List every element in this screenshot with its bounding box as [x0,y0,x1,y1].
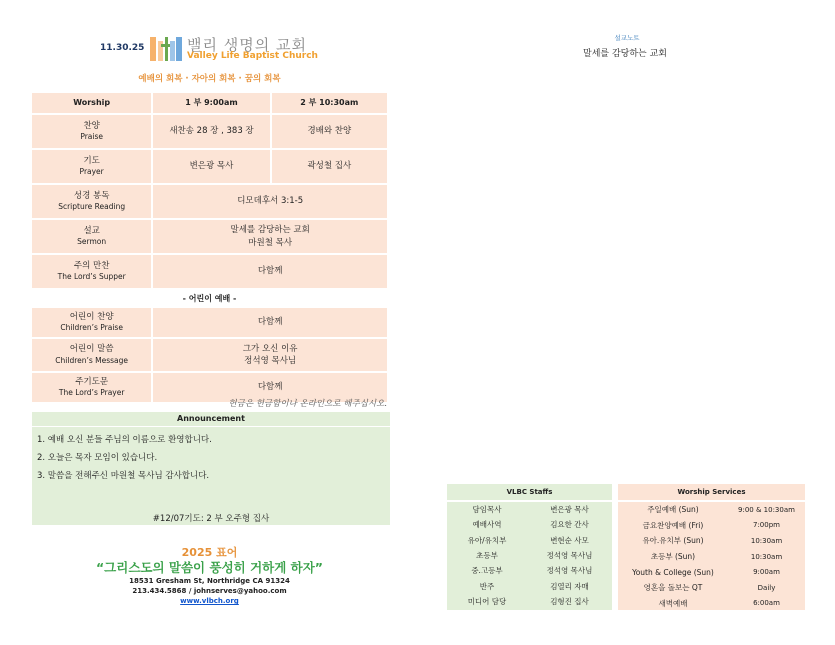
staff-role: 중.고등부 [471,566,503,576]
row-scripture-reading [32,185,387,218]
second-service-cell: 곽성철 집사 [270,150,387,183]
merged-cell: 다함께 [151,308,387,337]
contact-block [32,576,387,606]
sermon-title: 말세를 감당하는 교회 [230,225,310,236]
year-theme-verse: “그리스도의 말씀이 풍성히 거하게 하자” [95,560,324,575]
table-header-row [32,93,387,113]
service-row [618,549,805,565]
merged-cell [151,339,387,371]
row-label [32,220,151,253]
row-label-ko: 어린이 말씀 [69,344,114,355]
row-label [32,150,151,183]
staff-row [447,517,612,532]
merged-cell: 다함께 [151,255,387,288]
bulletin-date: 11.30.25 [100,43,145,53]
service-name: 초등부 (Sun) [650,552,696,562]
service-row [618,518,805,534]
service-name: 금요찬양예배 (Fri) [642,520,704,530]
row-label-ko: 어린이 찬양 [69,311,114,322]
prayer-schedule: #12/07기도: 2 부 오주형 집사 [152,514,270,524]
children-worship-header: - 어린이 예배 - [182,294,237,303]
sermon-notes-label: 설교노트 [614,34,640,42]
col-header-worship: Worship [73,98,111,108]
services-table-title: Worship Services [618,484,805,502]
service-name: 영혼을 돌보는 QT [643,583,703,593]
staff-role: 유아/유치부 [467,535,507,545]
col-header-second-service: 2 부 10:30am [270,93,387,113]
staff-name: 변현순 사모 [550,535,589,545]
service-time: 9:00 & 10:30am [738,505,795,514]
announcement-item: 2. 오늘은 목자 모임이 있습니다. [37,453,158,463]
staff-row [447,502,612,517]
row-label-ko: 기도 [83,155,100,166]
col-header-first-service: 1 부 9:00am [151,93,269,113]
church-name-korean: 밸리 생명의 교회 [187,36,307,54]
tagline: 예배의 회복 · 자아의 회복 · 꿈의 회복 [138,74,281,84]
service-row [618,596,805,612]
service-name: 주일예배 (Sun) [647,505,699,515]
church-logo-icon [149,35,183,63]
row-label [32,339,151,371]
row-label [32,185,151,218]
row-label [32,115,151,148]
row-label-en: Children’s Praise [60,323,123,333]
staff-row [447,563,612,578]
services-table [618,484,805,610]
row-children-praise [32,308,387,337]
row-label-ko: 주의 만찬 [73,260,110,271]
row-children-message [32,339,387,371]
service-time: Daily [757,583,776,592]
staff-row [447,533,612,548]
staff-name: 변은광 목사 [550,505,589,515]
sermon-notes-title: 말세를 감당하는 교회 [583,49,667,59]
service-row [618,502,805,518]
row-label [32,255,151,288]
staff-role: 담임목사 [472,505,502,515]
website-link[interactable]: www.vlbch.org [180,597,239,606]
announcement-item: 3. 말씀을 전해주신 마원철 목사님 감사합니다. [37,471,210,481]
phone-email: 213.434.5868 / johnserves@yahoo.com [132,587,287,596]
service-time: 7:00pm [753,521,780,530]
staff-role: 미디어 담당 [467,596,507,606]
row-label-en: The Lord’s Supper [57,272,126,282]
merged-cell: 디모데후서 3:1-5 [151,185,387,218]
row-label-ko: 찬양 [83,120,100,131]
row-label-en: Children’s Message [55,355,129,365]
first-service-cell: 변은광 목사 [151,150,269,183]
staff-name: 김열리 자매 [550,581,589,591]
staff-name: 정석영 목사님 [546,566,593,576]
service-name: 유아.유치부 (Sun) [642,536,704,546]
row-prayer [32,150,387,183]
row-sermon [32,220,387,253]
staff-row [447,548,612,563]
staff-role: 예배사역 [472,520,502,530]
row-lords-supper [32,255,387,288]
second-service-cell: 경배와 찬양 [270,115,387,148]
children-message-speaker: 정석영 목사님 [244,356,297,366]
row-label-ko: 성경 봉독 [73,190,110,201]
service-row [618,533,805,549]
staff-role: 반주 [479,581,495,591]
sermon-preacher: 마원철 목사 [248,237,293,248]
row-label-en: Praise [80,132,103,142]
merged-cell: 다함께 [151,373,387,402]
service-row [618,580,805,596]
service-time: 9:00am [753,568,780,577]
first-service-cell: 새찬송 28 장 , 383 장 [151,115,269,148]
row-label-en: Sermon [77,237,107,247]
row-label-en: Prayer [79,167,104,177]
service-time: 10:30am [750,536,783,545]
row-label-en: Scripture Reading [58,202,126,212]
staff-row [447,578,612,593]
staff-table-title: VLBC Staffs [447,484,612,502]
announcement-box [32,412,390,525]
service-row [618,564,805,580]
row-label-ko: 주기도문 [75,376,109,387]
children-message-title: 그가 오신 이유 [242,343,298,354]
service-time: 10:30am [750,552,783,561]
church-name-english: Valley Life Baptist Church [187,51,318,61]
service-name: Youth & College (Sun) [632,567,714,577]
merged-cell [151,220,387,253]
staff-table [447,484,612,610]
offering-note: 헌금은 헌금함이나 온라인으로 해주십시오. [228,399,387,409]
announcement-title: Announcement [32,412,390,427]
row-label [32,308,151,337]
staff-name: 김형진 집사 [550,596,589,606]
announcement-item: 1. 예배 오신 분들 주님의 이름으로 환영합니다. [37,435,212,445]
worship-order-table [32,93,387,404]
staff-name: 김요한 간사 [550,520,589,530]
row-label-en: The Lord’s Prayer [58,388,125,398]
service-time: 6:00am [753,599,780,608]
row-praise [32,115,387,148]
staff-row [447,594,612,609]
address: 18531 Gresham St, Northridge CA 91324 [129,577,290,585]
staff-role: 초등부 [476,551,498,561]
row-label-ko: 설교 [83,225,100,236]
year-theme-title: 2025 표어 [181,546,238,559]
staff-name: 정석영 목사님 [546,551,593,561]
service-name: 새벽예배 [658,598,688,608]
